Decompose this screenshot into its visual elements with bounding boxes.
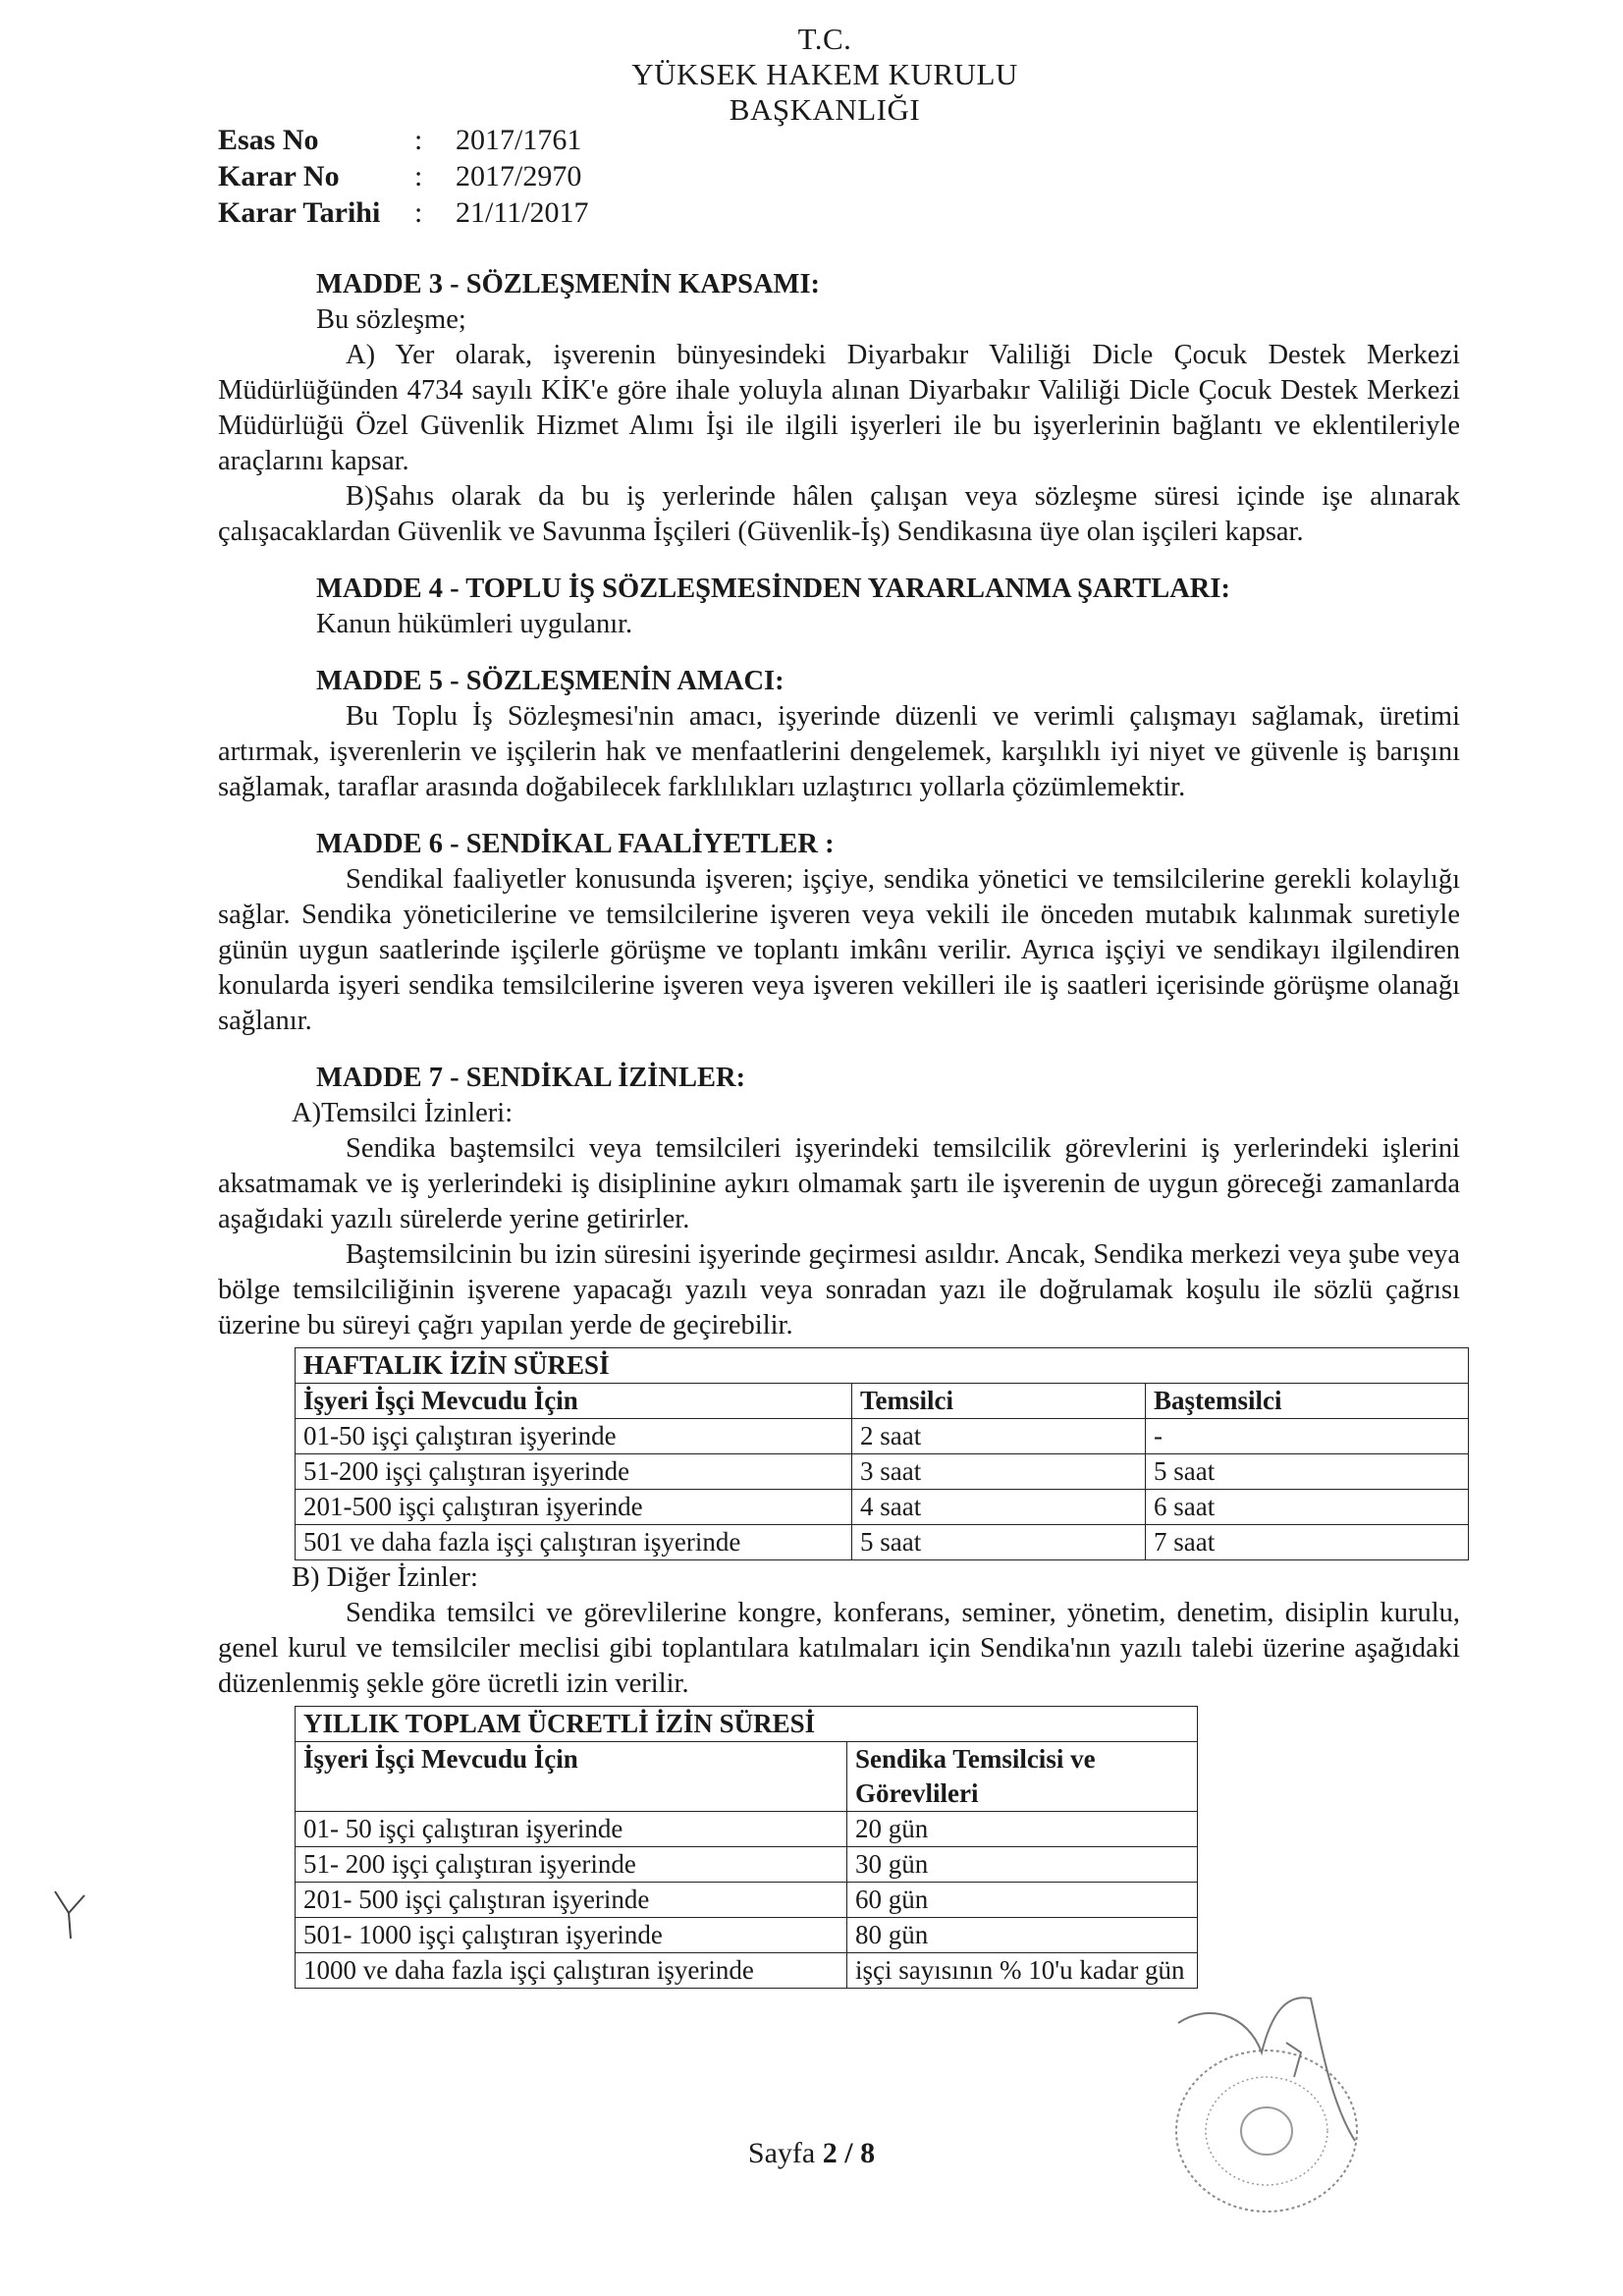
header-line-office: BAŞKANLIĞI (729, 92, 921, 127)
table-cell: 30 gün (847, 1847, 1198, 1883)
madde3-a: A) Yer olarak, işverenin bünyesindeki Diyarbakır Valiliği Dicle Çocuk Destek Merkezi Müdürlüğünden 4734 sayılı KİK'e göre ihale yoluyla alınan Diyarbakır Valiliği Dicle Çocuk Destek Merkezi Müdürlüğü Özel Güvenlik Hizmet Alımı İşi ile ilgili işyerleri ile bu işyerlerinin bağlantı ve eklentileriyle araçlarını kapsar. (218, 340, 1460, 476)
header-line-court: YÜKSEK HAKEM KURULU (631, 57, 1018, 91)
table-header-row (296, 1742, 1198, 1812)
table-cell: 201- 500 işçi çalıştıran işyerinde (296, 1883, 847, 1918)
table-cell: 6 saat (1146, 1490, 1469, 1525)
weekly-col-workforce: İşyeri İşçi Mevcudu İçin (296, 1384, 852, 1419)
table-row (296, 1883, 1198, 1918)
karar-value: 2017/2970 (456, 160, 582, 192)
esas-row (218, 122, 632, 158)
official-seal-stamp (1139, 1984, 1394, 2219)
madde6-heading: MADDE 6 - SENDİKAL FAALİYETLER : (316, 829, 835, 859)
table-cell: 20 gün (847, 1812, 1198, 1847)
table-title-row (296, 1707, 1198, 1742)
table-cell: - (1146, 1419, 1469, 1454)
yearly-leave-table (295, 1706, 1198, 1989)
table-cell: 01- 50 işçi çalıştıran işyerinde (296, 1812, 847, 1847)
madde7-b-p1: Sendika temsilci ve görevlilerine kongre, konferans, seminer, yönetim, denetim, disiplin kurulu, genel kurul ve temsilciler meclisi gibi toplantılara katılmaları için Sendika'nın yazılı talebi üzerine aşağıdaki düzenlenmiş şekle göre ücretli izin verilir. (218, 1598, 1460, 1699)
karar-row (218, 158, 632, 194)
weekly-col-chief-representative: Baştemsilci (1146, 1384, 1469, 1419)
page-footer (0, 2137, 1623, 2170)
page-number: 2 / 8 (822, 2137, 876, 2169)
madde7-heading: MADDE 7 - SENDİKAL İZİNLER: (316, 1063, 746, 1093)
document-body (218, 267, 1460, 1989)
table-cell: 201-500 işçi çalıştıran işyerinde (296, 1490, 852, 1525)
madde7-b-title: B) Diğer İzinler: (292, 1562, 478, 1593)
tarih-row (218, 194, 632, 231)
table-cell: 5 saat (1146, 1454, 1469, 1490)
table-cell: 5 saat (852, 1525, 1146, 1560)
madde5-heading: MADDE 5 - SÖZLEŞMENİN AMACI: (316, 666, 784, 696)
yearly-col-representatives: Sendika Temsilcisi ve Görevlileri (847, 1742, 1198, 1812)
madde6-text: Sendikal faaliyetler konusunda işveren; işçiye, sendika yönetici ve temsilcilerine gerekli kolaylığı sağlar. Sendika yöneticilerine ve temsilcilerine işveren veya vekili ile önceden mutabık kalınmak suretiyle günün uygun saatlerinde işçilerle görüşme ve toplantı imkânı verilir. Ayrıca işçiyi ve sendikayı ilgilendiren konularda işyeri sendika temsilcilerine işveren veya işveren vekilleri ile iş saatleri içerisinde görüşme olanağı sağlanır. (218, 864, 1460, 1036)
madde3-b: B)Şahıs olarak da bu iş yerlerinde hâlen çalışan veya sözleşme süresi içinde işe alınarak çalışacaklardan Güvenlik ve Savunma İşçileri (Güvenlik-İş) Sendikasına üye olan işçileri kapsar. (218, 481, 1460, 547)
weekly-leave-table (295, 1347, 1469, 1560)
weekly-col-representative: Temsilci (852, 1384, 1146, 1419)
colon: : (414, 160, 423, 192)
weekly-table-title: HAFTALIK İZİN SÜRESİ (296, 1348, 1469, 1384)
yearly-table-title: YILLIK TOPLAM ÜCRETLİ İZİN SÜRESİ (296, 1707, 1198, 1742)
table-header-row (296, 1384, 1469, 1419)
madde3-heading: MADDE 3 - SÖZLEŞMENİN KAPSAMI: (316, 269, 821, 300)
table-row (296, 1454, 1469, 1490)
madde7-a-p1: Sendika baştemsilci veya temsilcileri işyerindeki temsilcilik görevlerini iş yerlerindeki işlerini aksatmamak ve iş yerlerindeki iş disiplinine aykırı olmamak şartı ile işverenin de uygun göreceği zamanlarda aşağıdaki yazılı sürelerde yerine getirirler. (218, 1133, 1460, 1234)
table-row (296, 1490, 1469, 1525)
table-cell: 01-50 işçi çalıştıran işyerinde (296, 1419, 852, 1454)
table-cell: 4 saat (852, 1490, 1146, 1525)
table-cell: işçi sayısının % 10'u kadar gün (847, 1953, 1198, 1989)
tarih-value: 21/11/2017 (456, 196, 589, 229)
madde7-a-title: A)Temsilci İzinleri: (292, 1098, 514, 1128)
table-cell: 80 gün (847, 1918, 1198, 1953)
esas-label: Esas No (218, 124, 319, 156)
madde7-a-p2: Baştemsilcinin bu izin süresini işyerinde geçirmesi asıldır. Ancak, Sendika merkezi veya şube veya bölge temsilciliğinin işverene yapacağı yazılı veya sonradan yazı ile doğrulamak koşulu ile sözlü çağrısı üzerine bu süreyi çağrı yapılan yerde de geçirebilir. (218, 1239, 1460, 1340)
table-cell: 51-200 işçi çalıştıran işyerinde (296, 1454, 852, 1490)
table-cell: 51- 200 işçi çalıştıran işyerinde (296, 1847, 847, 1883)
madde3-intro: Bu sözleşme; (316, 304, 466, 335)
table-row (296, 1525, 1469, 1560)
table-cell: 3 saat (852, 1454, 1146, 1490)
table-row (296, 1918, 1198, 1953)
table-row (296, 1419, 1469, 1454)
colon: : (414, 124, 423, 156)
issuer-header (628, 22, 1021, 128)
table-row (296, 1812, 1198, 1847)
table-cell: 1000 ve daha fazla işçi çalıştıran işyerinde (296, 1953, 847, 1989)
table-cell: 501 ve daha fazla işçi çalıştıran işyerinde (296, 1525, 852, 1560)
header-line-tc: T.C. (797, 22, 852, 56)
table-row (296, 1847, 1198, 1883)
colon: : (414, 196, 423, 229)
table-cell: 501- 1000 işçi çalıştıran işyerinde (296, 1918, 847, 1953)
table-row (296, 1953, 1198, 1989)
madde5-text: Bu Toplu İş Sözleşmesi'nin amacı, işyerinde düzenli ve verimli çalışmayı sağlamak, üretimi artırmak, işverenlerin ve işçilerin hak ve menfaatlerini dengelemek, karşılıklı iyi niyet ve güvenle iş barışını sağlamak, taraflar arasında doğabilecek farklılıkları uzlaştırıcı yollarla çözümlemektir. (218, 701, 1460, 802)
page-label: Sayfa (747, 2137, 816, 2169)
yearly-col-workforce: İşyeri İşçi Mevcudu İçin (296, 1742, 847, 1812)
case-meta (218, 122, 632, 231)
table-title-row (296, 1348, 1469, 1384)
esas-value: 2017/1761 (456, 124, 582, 156)
madde4-text: Kanun hükümleri uygulanır. (316, 609, 633, 639)
madde4-heading: MADDE 4 - TOPLU İŞ SÖZLEŞMESİNDEN YARARLANMA ŞARTLARI: (316, 574, 1230, 604)
karar-label: Karar No (218, 160, 340, 192)
table-cell: 60 gün (847, 1883, 1198, 1918)
margin-initial-mark (51, 1886, 90, 1944)
table-cell: 2 saat (852, 1419, 1146, 1454)
tarih-label: Karar Tarihi (218, 196, 381, 229)
table-cell: 7 saat (1146, 1525, 1469, 1560)
